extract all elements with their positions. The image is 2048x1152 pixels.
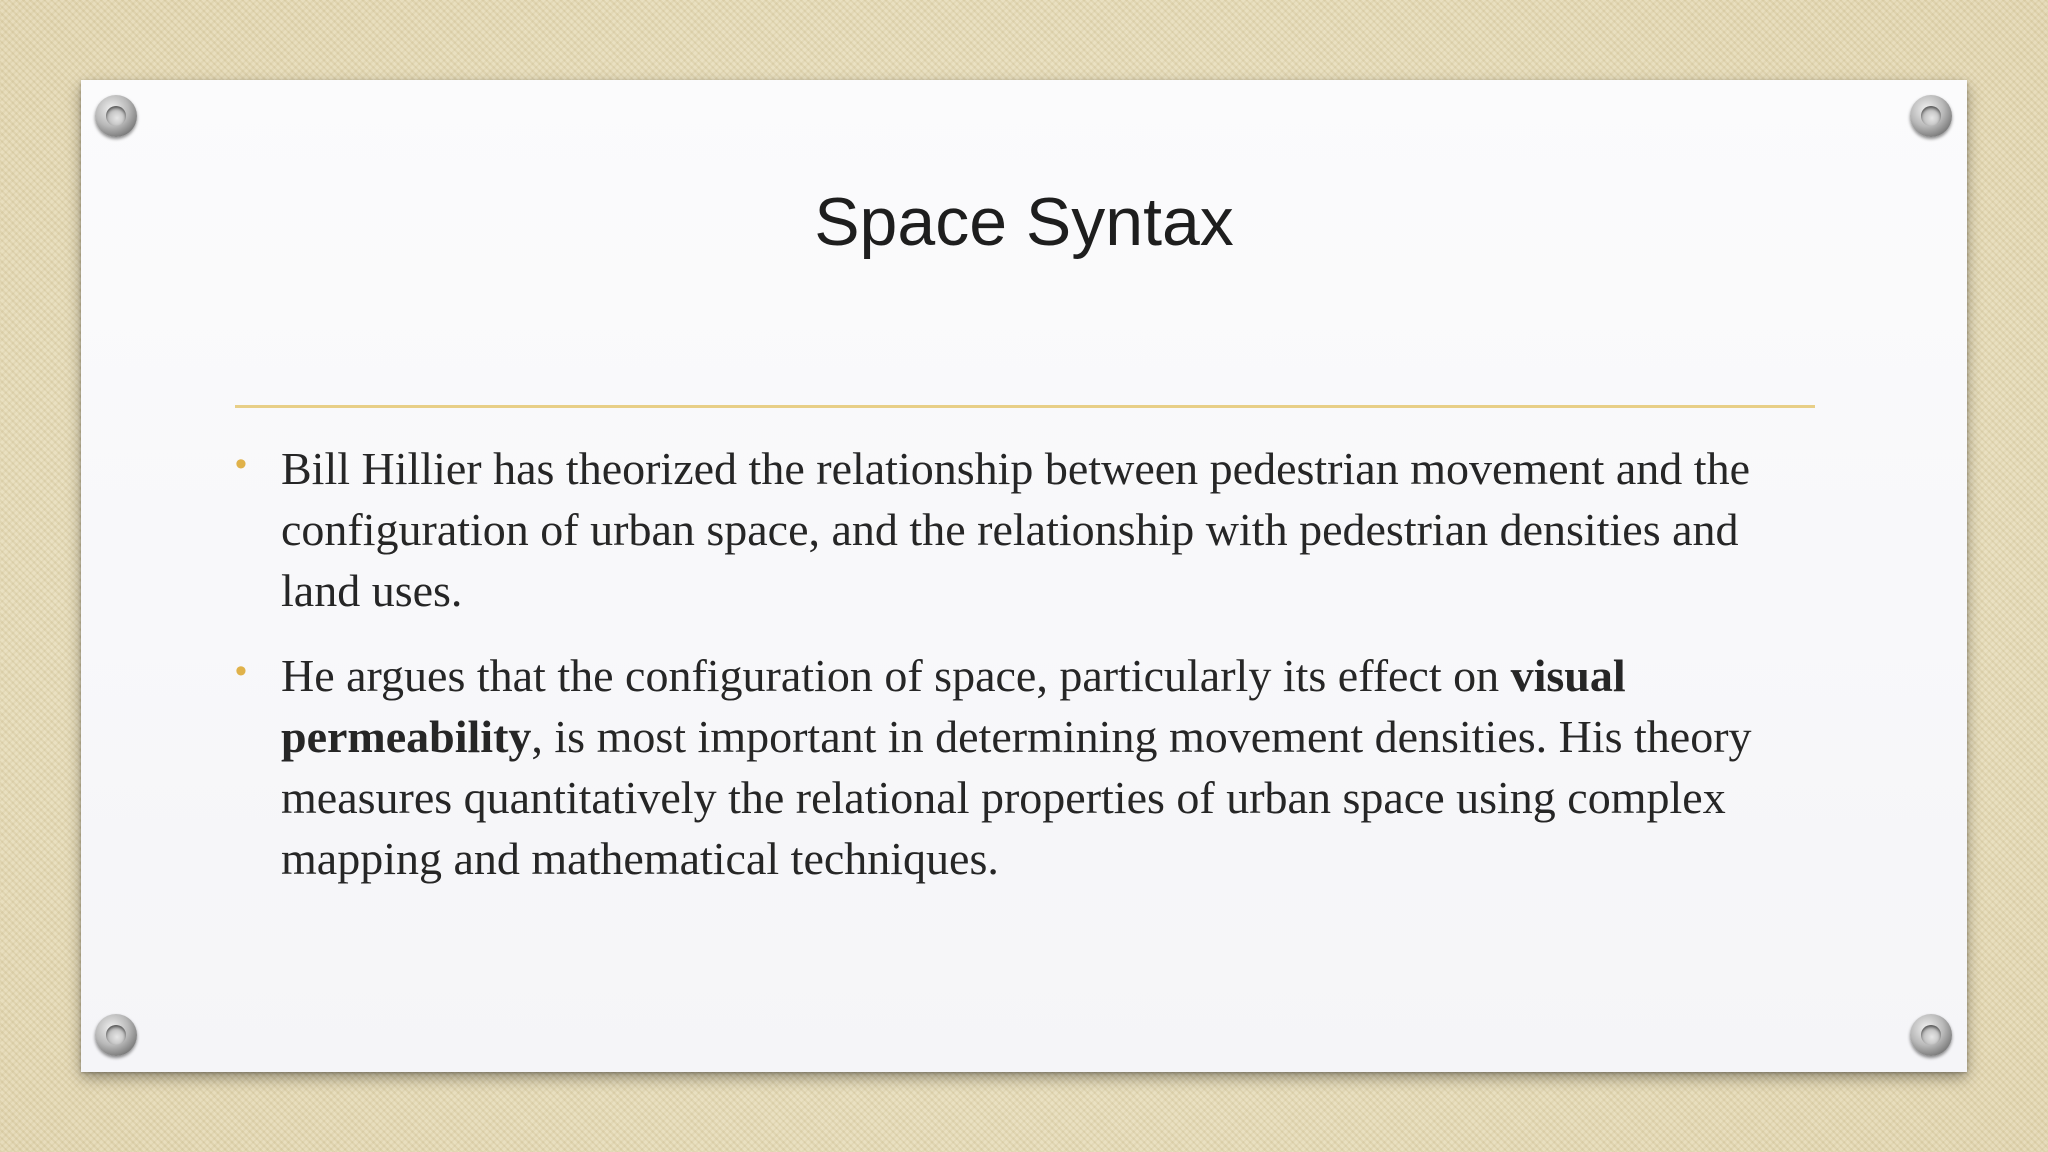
bullet-text-end: , is most important in determining movement densities. His theory measures quantitatively the relational properties of urban space using complex mapping and mathematical techniques. — [281, 711, 1752, 884]
bullet-text-start: He argues that the configuration of space, particularly its effect on — [281, 650, 1511, 701]
grommet-top-left — [95, 95, 137, 137]
grommet-bottom-right — [1910, 1014, 1952, 1056]
grommet-bottom-left — [95, 1014, 137, 1056]
slide-title: Space Syntax — [814, 184, 1234, 260]
bullet-list — [235, 438, 1825, 913]
grommet-top-right — [1910, 95, 1952, 137]
title-divider — [235, 405, 1815, 408]
bullet-dot-icon: • — [235, 445, 247, 483]
bullet-dot-icon: • — [235, 652, 247, 690]
bullet-text: Bill Hillier has theorized the relationship between pedestrian movement and the configuration of urban space, and the relationship with pedestrian densities and land uses. — [281, 443, 1750, 616]
bullet-item — [235, 438, 1825, 621]
bullet-text-bold: visual permeability — [281, 650, 1626, 762]
bullet-item — [235, 645, 1825, 889]
